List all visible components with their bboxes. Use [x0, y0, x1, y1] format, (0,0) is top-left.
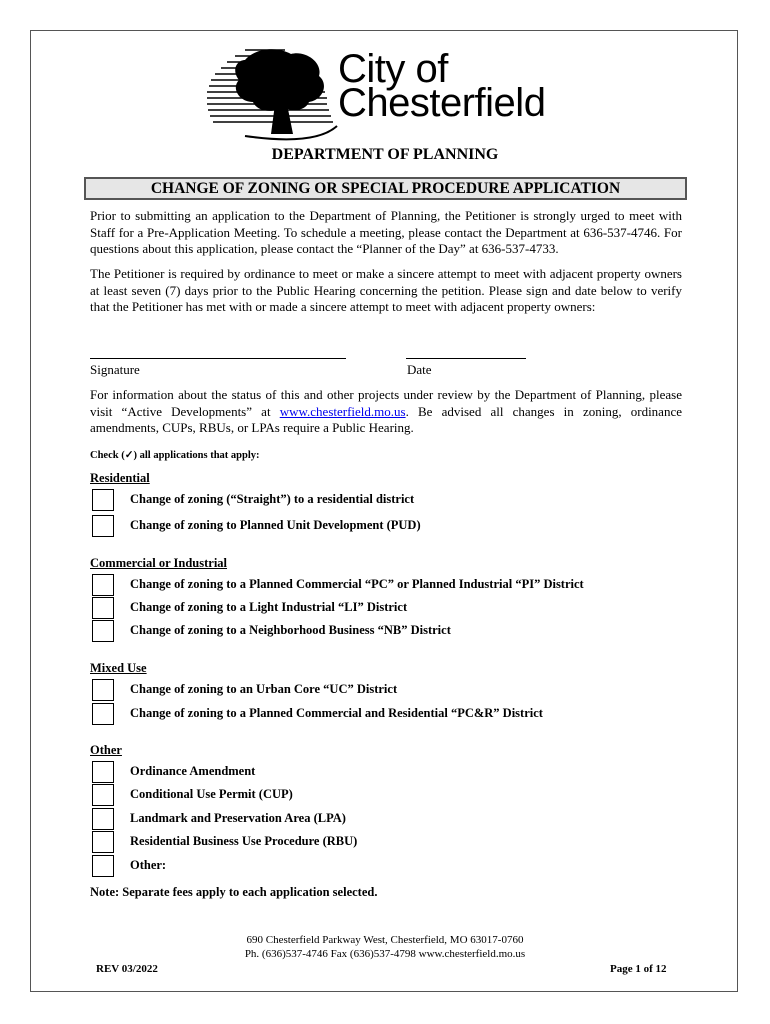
option-label: Other:: [130, 858, 167, 872]
logo-line-2: Chesterfield: [338, 81, 546, 125]
checkbox[interactable]: [92, 679, 114, 701]
option-label: Change of zoning to Planned Unit Development (PUD): [130, 518, 421, 532]
ordinance-paragraph: The Petitioner is required by ordinance to meet or make a sincere attempt to meet with adjacent property owners at least seven (7) days prior to the Public Hearing concerning the petition. Please sign and date below to verify that the Petitioner has met with or made a sincere attempt to meet with adjacent property owners:: [90, 266, 682, 314]
revision-label: REV 03/2022: [96, 963, 158, 975]
department-heading: DEPARTMENT OF PLANNING: [271, 146, 499, 163]
option-label: Change of zoning (“Straight”) to a residential district: [130, 492, 415, 506]
section-heading-mixed-use: Mixed Use: [90, 661, 147, 675]
option-label: Ordinance Amendment: [130, 764, 256, 778]
checkbox[interactable]: [92, 761, 114, 783]
option-label: Change of zoning to a Neighborhood Business “NB” District: [130, 623, 451, 637]
intro-paragraph: Prior to submitting an application to the Department of Planning, the Petitioner is strongly urged to meet with Staff for a Pre-Application Meeting. To schedule a meeting, please contact the Department at 636-537-4746. For questions about this application, please contact the “Planner of the Day” at 636-537-4733.: [90, 208, 682, 256]
option-label: Change of zoning to a Light Industrial “LI” District: [130, 600, 408, 614]
option-label: Change of zoning to an Urban Core “UC” District: [130, 682, 398, 696]
checkbox[interactable]: [92, 620, 114, 642]
section-heading-residential: Residential: [90, 471, 150, 485]
checkbox[interactable]: [92, 831, 114, 853]
footer-phone: Ph. (636)537-4746 Fax (636)537-4798 www.chesterfield.mo.us: [244, 948, 526, 960]
form-title: CHANGE OF ZONING OR SPECIAL PROCEDURE APPLICATION: [84, 177, 687, 200]
section-heading-commercial: Commercial or Industrial: [90, 556, 228, 570]
checkbox[interactable]: [92, 808, 114, 830]
logo-wordmark: [338, 47, 546, 125]
info-paragraph: [90, 387, 682, 437]
footer-address: 690 Chesterfield Parkway West, Chesterfield, MO 63017-0760: [246, 934, 524, 946]
signature-line[interactable]: [90, 358, 346, 359]
checkbox[interactable]: [92, 489, 114, 511]
website-link[interactable]: www.chesterfield.mo.us: [279, 403, 406, 419]
option-label: Change of zoning to a Planned Commercial and Residential “PC&R” District: [130, 706, 543, 720]
option-label: Residential Business Use Procedure (RBU): [130, 834, 358, 848]
check-instruction: Check (✓) all applications that apply:: [90, 450, 260, 461]
date-line[interactable]: [406, 358, 526, 359]
checkbox[interactable]: [92, 515, 114, 537]
fees-note: Note: Separate fees apply to each application selected.: [90, 885, 378, 899]
checkbox[interactable]: [92, 855, 114, 877]
checkbox[interactable]: [92, 597, 114, 619]
signature-label: Signature: [90, 362, 140, 377]
page-number: Page 1 of 12: [610, 963, 667, 975]
info-text-after: . Be advised all changes in zoning, ordinance amendments, CUPs, RBUs, or LPAs require a Public Hearing.: [90, 403, 682, 435]
section-heading-other: Other: [90, 743, 122, 757]
option-label: Change of zoning to a Planned Commercial “PC” or Planned Industrial “PI” District: [130, 577, 584, 591]
checkbox[interactable]: [92, 703, 114, 725]
checkbox[interactable]: [92, 784, 114, 806]
option-label: Landmark and Preservation Area (LPA): [130, 811, 346, 825]
option-label: Conditional Use Permit (CUP): [130, 787, 293, 801]
logo-line-1: City of: [338, 47, 448, 91]
info-text-before: For information about the status of this and other projects under review by the Department of Planning, please visit “Active Developments” at: [90, 387, 682, 419]
checkbox[interactable]: [92, 574, 114, 596]
date-label: Date: [407, 362, 432, 377]
